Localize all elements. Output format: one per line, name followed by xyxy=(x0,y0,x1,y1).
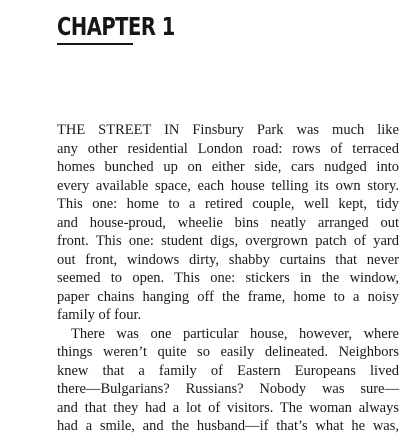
text-line: out front, windows dirty, shabby curtains that never xyxy=(57,251,399,268)
text-line: things weren’t quite so easily delineated. Neighbors xyxy=(57,344,399,360)
text-line: there—Bulgarians? Russians? Nobody was sure— xyxy=(57,381,399,397)
text-line: family of four. xyxy=(57,307,142,323)
text-line: There was one particular house, however, where xyxy=(71,325,399,342)
text-line: and that they had a lot of visitors. The woman always xyxy=(57,399,399,416)
text-line: knew that a family of Eastern Europeans lived xyxy=(57,362,399,379)
paragraph-1 xyxy=(57,121,399,325)
text-line: front. This one: student digs, overgrown patch of yard xyxy=(57,233,399,249)
chapter-body xyxy=(57,121,399,436)
text-line: homes bunched up on either side, cars nudged into xyxy=(57,159,399,175)
chapter-heading-underline xyxy=(57,43,133,45)
paragraph-2 xyxy=(57,325,399,436)
text-line: THE STREET IN Finsbury Park was much like xyxy=(57,122,399,138)
text-line: had a smile, and the husband—if that’s what he was, xyxy=(57,418,399,434)
text-line: This one: home to a retired couple, well kept, tidy xyxy=(57,196,399,212)
text-line: paper chains hanging off the frame, home to a noisy xyxy=(57,288,399,305)
chapter-heading: CHAPTER 1 xyxy=(57,12,175,41)
text-line: seemed to open. This one: stickers in the window, xyxy=(57,270,399,286)
text-line: any other residential London road: rows of terraced xyxy=(57,140,399,157)
text-line: every available space, each house telling its own story. xyxy=(57,177,399,194)
text-line: and house-proud, wheelie bins neatly arranged out xyxy=(57,214,399,231)
